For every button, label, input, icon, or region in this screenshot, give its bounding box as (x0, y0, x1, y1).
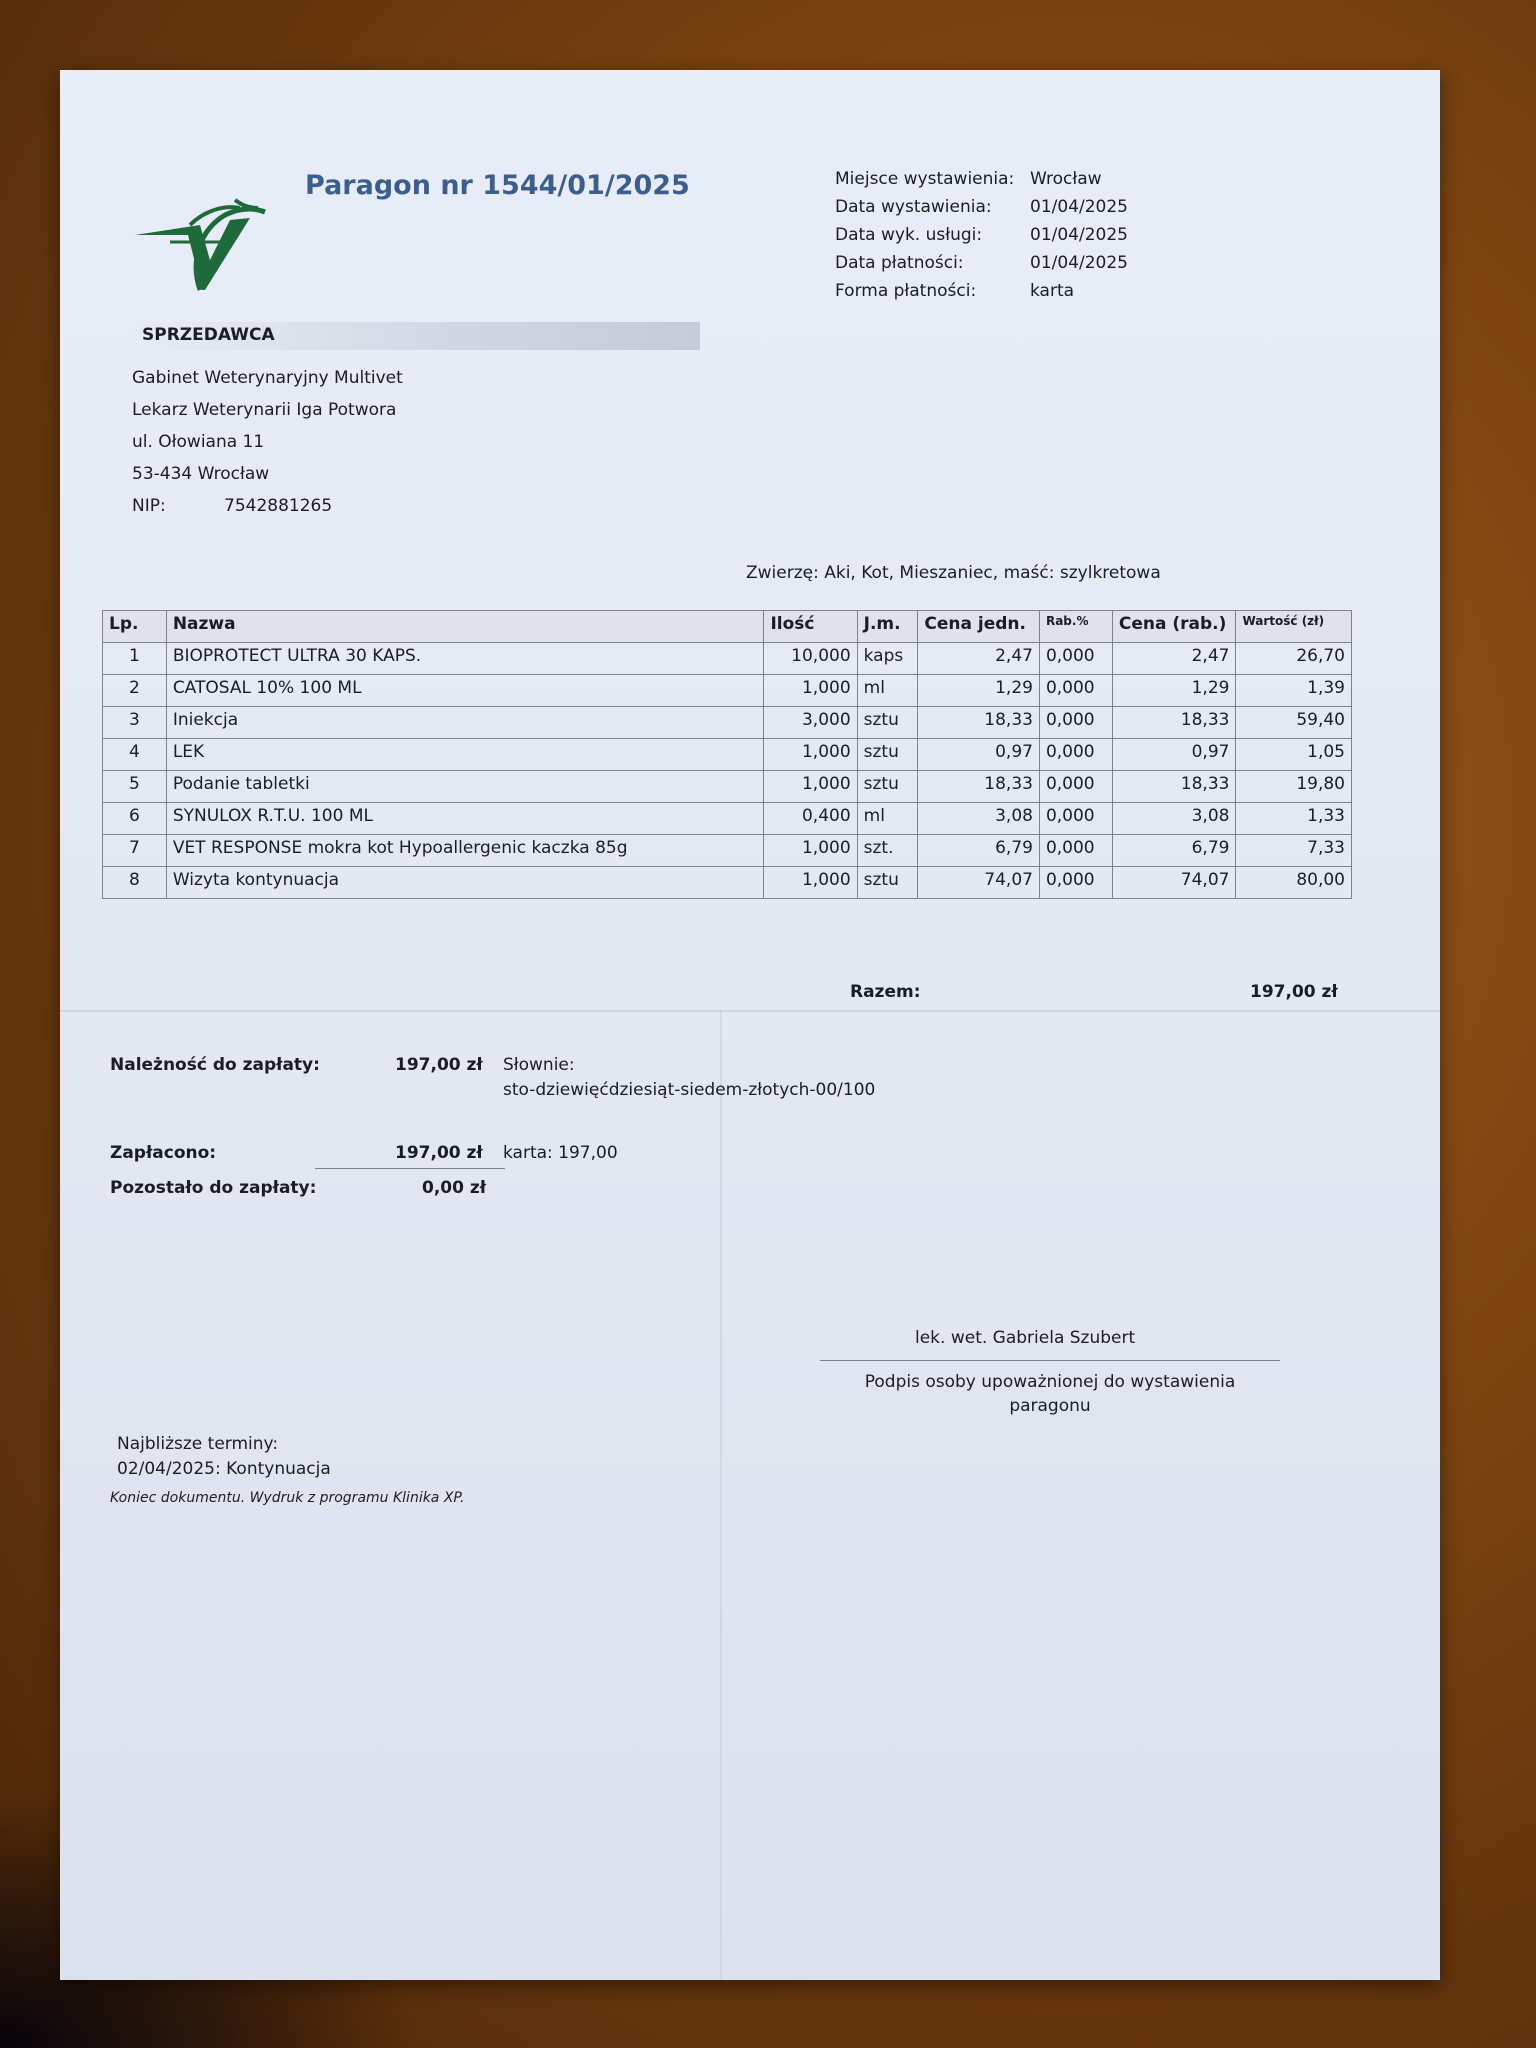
seller-heading: SPRZEDAWCA (142, 325, 275, 345)
cell-unit: szt. (857, 835, 918, 867)
meta-row (835, 277, 1190, 305)
header-cell: Cena jedn. (918, 611, 1040, 643)
header-cell: J.m. (857, 611, 918, 643)
meta-label: Data wyk. usługi: (835, 225, 983, 245)
cell-qty: 1,000 (764, 867, 857, 899)
cell-lp: 8 (103, 867, 167, 899)
cell-discount: 0,000 (1039, 835, 1112, 867)
meta-value: 01/04/2025 (1030, 197, 1128, 217)
cell-value: 1,05 (1236, 739, 1352, 771)
nip-label: NIP: (132, 496, 166, 516)
seller-block (132, 362, 403, 522)
table-row (103, 835, 1352, 867)
meta-value: karta (1030, 281, 1075, 301)
cell-qty: 1,000 (764, 675, 857, 707)
amount-due-value: 197,00 zł (395, 1055, 483, 1075)
cell-discount: 0,000 (1039, 707, 1112, 739)
receipt-paper (60, 70, 1440, 1980)
cell-unit: sztu (857, 739, 918, 771)
meta-label: Data płatności: (835, 253, 964, 273)
header-cell: Ilość (764, 611, 857, 643)
cell-name: VET RESPONSE mokra kot Hypoallergenic kaczka 85g (166, 835, 764, 867)
cell-discount: 0,000 (1039, 643, 1112, 675)
meta-value: 01/04/2025 (1030, 253, 1128, 273)
cell-lp: 5 (103, 771, 167, 803)
next-appointments (117, 1432, 331, 1482)
cell-net-price: 1,29 (1112, 675, 1236, 707)
table-row (103, 867, 1352, 899)
cell-unit: sztu (857, 771, 918, 803)
cell-lp: 6 (103, 803, 167, 835)
table-header-row (103, 611, 1352, 643)
cell-name: SYNULOX R.T.U. 100 ML (166, 803, 764, 835)
cell-price: 3,08 (918, 803, 1040, 835)
cell-net-price: 18,33 (1112, 707, 1236, 739)
cell-value: 59,40 (1236, 707, 1352, 739)
seller-line: Lekarz Weterynarii Iga Potwora (132, 400, 397, 420)
header-cell: Wartość (zł) (1236, 611, 1352, 643)
cell-qty: 3,000 (764, 707, 857, 739)
cell-unit: sztu (857, 707, 918, 739)
meta-value: Wrocław (1030, 169, 1102, 189)
cell-discount: 0,000 (1039, 867, 1112, 899)
total-label: Razem: (850, 982, 921, 1002)
seller-line: 53-434 Wrocław (132, 464, 270, 484)
cell-name: BIOPROTECT ULTRA 30 KAPS. (166, 643, 764, 675)
cell-unit: ml (857, 675, 918, 707)
document-footer: Koniec dokumentu. Wydruk z programu Klinika XP. (110, 1490, 465, 1506)
clinic-logo-icon (130, 180, 270, 300)
cell-unit: ml (857, 803, 918, 835)
cell-net-price: 0,97 (1112, 739, 1236, 771)
cell-value: 1,39 (1236, 675, 1352, 707)
receipt-title: Paragon nr 1544/01/2025 (305, 170, 690, 201)
cell-price: 1,29 (918, 675, 1040, 707)
remaining-label: Pozostało do zapłaty: (110, 1178, 317, 1198)
table-row (103, 771, 1352, 803)
cell-net-price: 2,47 (1112, 643, 1236, 675)
cell-name: Wizyta kontynuacja (166, 867, 764, 899)
cell-qty: 1,000 (764, 835, 857, 867)
cell-value: 80,00 (1236, 867, 1352, 899)
cell-unit: kaps (857, 643, 918, 675)
header-cell: Nazwa (166, 611, 764, 643)
meta-row (835, 221, 1190, 249)
table-row (103, 739, 1352, 771)
meta-label: Forma płatności: (835, 281, 977, 301)
cell-price: 0,97 (918, 739, 1040, 771)
cell-net-price: 18,33 (1112, 771, 1236, 803)
header-cell: Lp. (103, 611, 167, 643)
paid-value: 197,00 zł (395, 1143, 483, 1163)
remaining-value: 0,00 zł (422, 1178, 487, 1198)
header-cell: Cena (rab.) (1112, 611, 1236, 643)
payment-method: karta: 197,00 (503, 1143, 618, 1163)
table-row (103, 707, 1352, 739)
cell-discount: 0,000 (1039, 771, 1112, 803)
document-meta (835, 165, 1190, 305)
in-words-value: sto-dziewięćdziesiąt-siedem-złotych-00/100 (503, 1080, 876, 1100)
nip-value: 7542881265 (224, 496, 333, 516)
cell-net-price: 6,79 (1112, 835, 1236, 867)
meta-label: Data wystawienia: (835, 197, 992, 217)
cell-lp: 2 (103, 675, 167, 707)
cell-qty: 1,000 (764, 771, 857, 803)
meta-row (835, 165, 1190, 193)
cell-name: CATOSAL 10% 100 ML (166, 675, 764, 707)
cell-lp: 4 (103, 739, 167, 771)
cell-lp: 1 (103, 643, 167, 675)
cell-name: LEK (166, 739, 764, 771)
signer-name: lek. wet. Gabriela Szubert (915, 1328, 1136, 1348)
cell-qty: 10,000 (764, 643, 857, 675)
total-value: 197,00 zł (1250, 982, 1338, 1002)
fold-line (60, 1010, 1440, 1012)
cell-value: 1,33 (1236, 803, 1352, 835)
cell-name: Iniekcja (166, 707, 764, 739)
cell-net-price: 74,07 (1112, 867, 1236, 899)
cell-discount: 0,000 (1039, 803, 1112, 835)
cell-price: 74,07 (918, 867, 1040, 899)
meta-label: Miejsce wystawienia: (835, 169, 1015, 189)
meta-value: 01/04/2025 (1030, 225, 1128, 245)
paid-label: Zapłacono: (110, 1143, 217, 1163)
meta-row (835, 193, 1190, 221)
cell-discount: 0,000 (1039, 739, 1112, 771)
cell-price: 2,47 (918, 643, 1040, 675)
header-cell: Rab.% (1039, 611, 1112, 643)
signature-caption-line: paragonu (1009, 1396, 1091, 1416)
amount-due-label: Należność do zapłaty: (110, 1055, 320, 1075)
table-row (103, 803, 1352, 835)
cell-value: 7,33 (1236, 835, 1352, 867)
cell-price: 18,33 (918, 771, 1040, 803)
table-row (103, 675, 1352, 707)
cell-name: Podanie tabletki (166, 771, 764, 803)
cell-discount: 0,000 (1039, 675, 1112, 707)
nip-row (132, 490, 403, 522)
cell-value: 26,70 (1236, 643, 1352, 675)
cell-net-price: 3,08 (1112, 803, 1236, 835)
cell-unit: sztu (857, 867, 918, 899)
cell-qty: 1,000 (764, 739, 857, 771)
fold-line (720, 1010, 722, 1980)
seller-heading-bar (132, 322, 700, 350)
animal-info: Zwierzę: Aki, Kot, Mieszaniec, maść: szylkretowa (746, 563, 1161, 583)
cell-lp: 7 (103, 835, 167, 867)
cell-value: 19,80 (1236, 771, 1352, 803)
meta-row (835, 249, 1190, 277)
signature-caption-line: Podpis osoby upoważnionej do wystawienia (864, 1372, 1236, 1392)
table-row (103, 643, 1352, 675)
seller-line: ul. Ołowiana 11 (132, 432, 265, 452)
seller-line: Gabinet Weterynaryjny Multivet (132, 368, 403, 388)
items-table (102, 610, 1352, 899)
cell-price: 18,33 (918, 707, 1040, 739)
next-appointment-item: 02/04/2025: Kontynuacja (117, 1459, 331, 1479)
signature-line (820, 1360, 1280, 1361)
cell-qty: 0,400 (764, 803, 857, 835)
next-appointments-label: Najbliższe terminy: (117, 1434, 279, 1454)
divider (315, 1168, 505, 1169)
cell-price: 6,79 (918, 835, 1040, 867)
signature-caption (820, 1370, 1280, 1418)
cell-lp: 3 (103, 707, 167, 739)
in-words-label: Słownie: (503, 1055, 575, 1075)
